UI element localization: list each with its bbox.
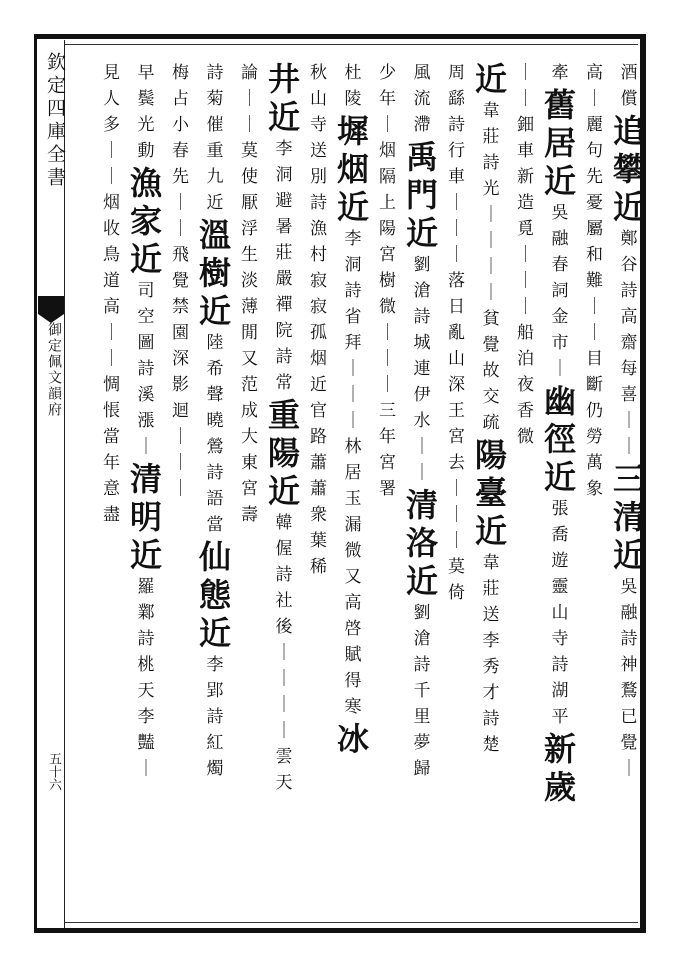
text-column-9 <box>338 60 368 920</box>
citation-text: 秋 <box>310 62 327 83</box>
citation-text: ｜ ｜ 鈿 車 新 造 覓 <box>517 62 534 239</box>
headword-entry: 陽 臺 近 <box>474 436 507 550</box>
citation-text: ｜ 麗 句 先 憂 屬 和 難 <box>586 88 603 291</box>
headword-entry: 幽 徑 近 <box>543 382 576 496</box>
headword-entry: 新 歲 <box>543 730 576 806</box>
citation-text: 酒 償 <box>620 62 638 109</box>
citation-text: ｜ ｜ 飛 覺 禁 園 深 <box>172 192 189 369</box>
citation-text: ｜ ｜ ｜ 船 泊 夜 香 微 <box>517 244 534 447</box>
headword-entry: 漁 家 近 <box>129 164 162 278</box>
text-column-7 <box>407 60 437 920</box>
headword-entry: 舊 居 近 <box>543 86 576 200</box>
text-column-13 <box>200 60 230 920</box>
citation-text: 影 迴 ｜ ｜ ｜ <box>172 374 189 499</box>
frame-inner-bottom-rule <box>64 922 638 923</box>
frame-top-border <box>34 34 646 39</box>
text-column-4 <box>511 60 541 920</box>
citation-text: 牽 <box>551 62 569 83</box>
citation-text: 早 鬓 光 動 <box>137 62 155 161</box>
margin-book-title: 欽定四庫全書 <box>44 52 66 190</box>
headword-entry: 三 清 近 <box>612 460 645 574</box>
citation-text: 梅 占 小 春 先 <box>172 62 189 187</box>
headword-entry: 仙 態 近 <box>198 538 231 652</box>
citation-text: ｜ 烟 隔 上 陽 宮 樹 微 <box>379 114 396 317</box>
citation-text: 張 喬 遊 靈 山 寺 詩 湖 平 <box>551 498 569 727</box>
headword-entry: 追 攀 近 <box>612 112 645 226</box>
citation-text: 李 郢 詩 紅 燭 <box>206 654 224 779</box>
citation-text: 杜 陵 <box>344 62 362 109</box>
citation-text: 司 空 圖 詩 溪 漲 ｜ <box>137 280 155 457</box>
text-column-5 <box>476 60 506 920</box>
citation-text: 見 人 多 <box>103 62 120 135</box>
headword-entry: 墀 烟 近 <box>336 112 369 226</box>
text-column-16 <box>97 60 127 920</box>
text-column-10 <box>304 60 334 920</box>
frame-left-border <box>34 34 37 933</box>
citation-text: 陸 希 聲 曉 鶯 詩 語 當 <box>206 332 224 535</box>
citation-text: 韋 莊 詩 光 ｜ ｜ ｜ ｜ 貧 覺 故 交 疏 <box>482 100 500 433</box>
text-column-8 <box>373 60 403 920</box>
citation-text: 論 ｜ ｜ 莫 使 厭 浮 生 <box>241 62 258 265</box>
margin-work-title: 御定佩文韻府 <box>46 322 62 418</box>
citation-text: ｜ ｜ 惆 悵 當 年 意 盡 <box>103 322 120 525</box>
text-column-1 <box>614 60 644 920</box>
frame-bottom-border <box>34 928 646 933</box>
citation-text: ｜ ｜ 烟 收 鳥 道 高 <box>103 140 120 317</box>
margin-page-number: 五十六 <box>46 752 61 791</box>
citation-text: 劉 滄 詩 城 連 伊 水 ｜ ｜ <box>413 254 431 483</box>
text-column-15 <box>131 60 161 920</box>
text-column-3 <box>545 60 575 920</box>
citation-text: ｜ ｜ 目 斷 仍 勞 萬 象 <box>586 296 603 499</box>
headword-entry: 溫 樹 近 <box>198 216 231 330</box>
text-column-6 <box>442 60 472 920</box>
citation-text: 高 <box>586 62 603 83</box>
citation-text: 吳 融 詩 神 鶩 已 覺 ｜ <box>620 576 638 779</box>
headword-entry: 禹 門 近 <box>405 138 438 252</box>
text-column-11 <box>269 60 299 920</box>
citation-text: 少 年 <box>379 62 396 109</box>
citation-text: 山 寺 送 別 詩 漁 村 寂 寂 孤 烟 近 官 路 蕭 蕭 衆 葉 稀 <box>310 88 327 577</box>
citation-text: 鄭 谷 詩 高 齋 每 喜 ｜ ｜ <box>620 228 638 457</box>
citation-text: 韋 莊 送 李 秀 才 詩 楚 <box>482 552 500 755</box>
text-column-2 <box>580 60 610 920</box>
citation-text: 淡 薄 閒 又 范 成 大 東 宮 壽 <box>241 270 258 525</box>
citation-text: 羅 鄴 詩 桃 天 李 豔 ｜ <box>137 576 155 779</box>
text-column-14 <box>166 60 196 920</box>
citation-text: ｜ ｜ ｜ 三 年 宮 署 <box>379 322 396 499</box>
citation-text: 周 繇 詩 行 車 ｜ ｜ ｜ 落 日 亂 山 深 <box>448 62 465 395</box>
citation-text: 韓 偓 詩 社 後 ｜ ｜ ｜ ｜ 雲 天 <box>275 512 293 793</box>
headword-entry: 清 明 近 <box>129 460 162 574</box>
headword-entry: 井 近 <box>267 60 300 136</box>
citation-text: 詩 菊 催 重 九 近 <box>206 62 224 213</box>
headword-entry: 近 <box>474 60 507 98</box>
headword-entry: 清 洛 近 <box>405 486 438 600</box>
citation-text: 李 洞 詩 省 拜 ｜ ｜ ｜ 林 居 玉 漏 微 又 高 啓 賦 得 寒 <box>344 228 362 717</box>
text-column-12 <box>235 60 265 920</box>
citation-text: 吳 融 春 詞 金 市 ｜ <box>551 202 569 379</box>
citation-text: 劉 滄 詩 千 里 夢 歸 <box>413 602 431 779</box>
headword-entry: 重 陽 近 <box>267 396 300 510</box>
headword-entry: 冰 <box>336 720 369 758</box>
citation-text: 風 流 滯 <box>413 62 431 135</box>
fishtail-marker <box>38 296 64 314</box>
citation-text: 王 宮 去 ｜ ｜ ｜ 莫 倚 <box>448 400 465 603</box>
frame-inner-top-rule <box>64 44 638 45</box>
citation-text: 李 洞 避 暑 莊 嚴 禪 院 詩 常 <box>275 138 293 393</box>
